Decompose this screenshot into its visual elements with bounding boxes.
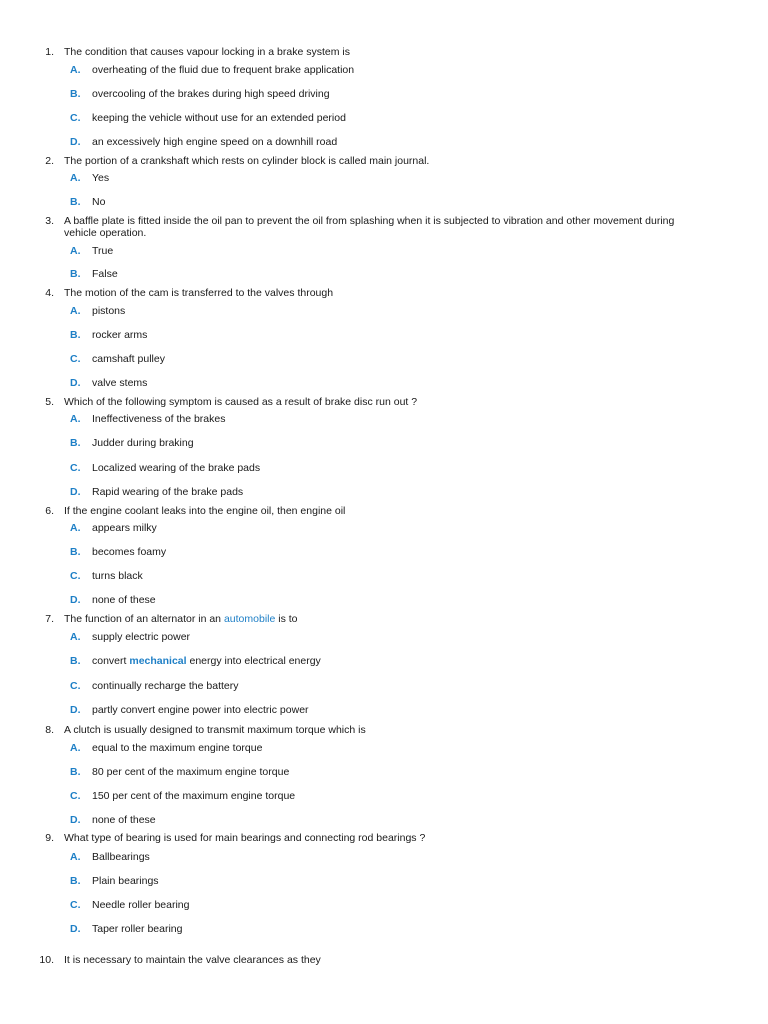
- option-letter: D.: [70, 923, 81, 935]
- option-text: continually recharge the battery: [92, 680, 239, 692]
- option-text: Yes: [92, 172, 110, 184]
- option-text: keeping the vehicle without use for an extended period: [92, 112, 346, 124]
- option-letter: B.: [70, 196, 81, 208]
- option-letter: B.: [70, 546, 81, 558]
- option-letter: C.: [70, 462, 81, 474]
- option-letter: B.: [70, 766, 81, 778]
- option-text: equal to the maximum engine torque: [92, 742, 263, 754]
- option-letter: B.: [70, 88, 81, 100]
- option-text: rocker arms: [92, 329, 148, 341]
- option-text: Plain bearings: [92, 875, 159, 887]
- option-letter: A.: [70, 245, 81, 257]
- option-letter: C.: [70, 899, 81, 911]
- option-letter: B.: [70, 655, 81, 667]
- option-letter: C.: [70, 353, 81, 365]
- option-text: No: [92, 196, 106, 208]
- option-text: Rapid wearing of the brake pads: [92, 486, 244, 498]
- option-text: becomes foamy: [92, 546, 167, 558]
- option-text: partly convert engine power into electric power: [92, 704, 309, 716]
- option-letter: A.: [70, 631, 81, 643]
- option-letter: C.: [70, 570, 81, 582]
- option-letter: A.: [70, 851, 81, 863]
- option-letter: D.: [70, 136, 81, 148]
- option-letter: A.: [70, 413, 81, 425]
- option-text-start: convert: [92, 655, 127, 667]
- question-text: It is necessary to maintain the valve clearances as they: [64, 954, 321, 966]
- question-text: The motion of the cam is transferred to the valves through: [64, 287, 334, 299]
- option-letter: A.: [70, 64, 81, 76]
- question-text: A baffle plate is fitted inside the oil pan to prevent the oil from splashing when it is subjected to vibration and other movement during vehicle operation.: [64, 215, 675, 239]
- option-letter: B.: [70, 875, 81, 887]
- mechanical-link[interactable]: mechanical: [129, 655, 187, 667]
- question-text: The portion of a crankshaft which rests on cylinder block is called main journal.: [64, 155, 430, 167]
- option-letter: A.: [70, 305, 81, 317]
- option-text: valve stems: [92, 377, 148, 389]
- option-text: Ineffectiveness of the brakes: [92, 413, 226, 425]
- question-number: 6.: [45, 505, 54, 517]
- option-letter: C.: [70, 680, 81, 692]
- option-text: an excessively high engine speed on a downhill road: [92, 136, 338, 148]
- option-letter: A.: [70, 522, 81, 534]
- option-text: 80 per cent of the maximum engine torque: [92, 766, 290, 778]
- question-text: A clutch is usually designed to transmit maximum torque which is: [64, 724, 366, 736]
- question-text: What type of bearing is used for main bearings and connecting rod bearings ?: [64, 832, 426, 844]
- question-text: [64, 613, 704, 625]
- option-text: 150 per cent of the maximum engine torque: [92, 790, 296, 802]
- option-text: Ballbearings: [92, 851, 150, 863]
- option-text: Needle roller bearing: [92, 899, 190, 911]
- question-text: If the engine coolant leaks into the engine oil, then engine oil: [64, 505, 346, 517]
- option-text: overheating of the fluid due to frequent brake application: [92, 64, 355, 76]
- option-text: pistons: [92, 305, 126, 317]
- question-number: 9.: [45, 832, 54, 844]
- automobile-link[interactable]: automobile: [223, 613, 276, 625]
- option-text: overcooling of the brakes during high speed driving: [92, 88, 330, 100]
- option-letter: D.: [70, 594, 81, 606]
- question-text-start: The function of an alternator in an: [64, 613, 222, 625]
- question-number: 8.: [45, 724, 54, 736]
- option-text: none of these: [92, 814, 156, 826]
- option-text: [92, 655, 321, 667]
- question-number: 4.: [45, 287, 54, 299]
- option-letter: A.: [70, 742, 81, 754]
- option-letter: D.: [70, 486, 81, 498]
- question-number: 3.: [45, 215, 54, 227]
- question-text-end: is to: [278, 613, 298, 625]
- question-number: 2.: [45, 155, 54, 167]
- option-text: appears milky: [92, 522, 157, 534]
- option-text-end: energy into electrical energy: [189, 655, 321, 667]
- question-text: The condition that causes vapour locking in a brake system is: [64, 46, 350, 58]
- question-number: 10.: [39, 954, 54, 966]
- option-text: supply electric power: [92, 631, 191, 643]
- option-letter: D.: [70, 814, 81, 826]
- option-text: Taper roller bearing: [92, 923, 183, 935]
- option-text: Judder during braking: [92, 437, 194, 449]
- option-text: False: [92, 268, 118, 280]
- option-text: Localized wearing of the brake pads: [92, 462, 261, 474]
- question-text: Which of the following symptom is caused as a result of brake disc run out ?: [64, 396, 418, 408]
- question-number: 5.: [45, 396, 54, 408]
- option-letter: B.: [70, 268, 81, 280]
- question-number: 1.: [45, 46, 54, 58]
- option-text: turns black: [92, 570, 143, 582]
- option-text: camshaft pulley: [92, 353, 165, 365]
- option-letter: D.: [70, 704, 81, 716]
- option-text: none of these: [92, 594, 156, 606]
- option-letter: C.: [70, 790, 81, 802]
- option-letter: A.: [70, 172, 81, 184]
- option-letter: C.: [70, 112, 81, 124]
- option-text: True: [92, 245, 114, 257]
- question-number: 7.: [45, 613, 54, 625]
- option-letter: D.: [70, 377, 81, 389]
- option-letter: B.: [70, 329, 81, 341]
- option-letter: B.: [70, 437, 81, 449]
